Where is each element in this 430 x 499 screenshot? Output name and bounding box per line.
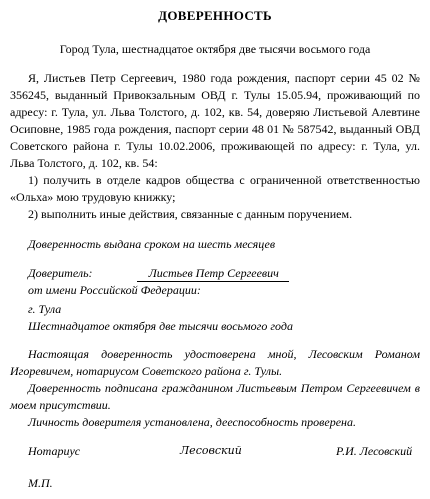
date-words-text: Шестнадцатое октября две тысячи восьмого года [28, 319, 293, 333]
notary-name: Р.И. Лесовский [336, 444, 413, 458]
document-body [10, 70, 420, 223]
certification-line-1: Настоящая доверенность удостоверена мной, Лесовским Романом Игоревичем, нотариусом Советского района г. Тулы. [10, 347, 420, 378]
certification-line-3: Личность доверителя установлена, дееспособность проверена. [28, 415, 356, 429]
place-text: г. Тула [28, 302, 62, 316]
certification-line-2: Доверенность подписана гражданином Листьевым Петром Сергеевичем в моем присутствии. [10, 381, 420, 412]
notary-signature: Лесовский [180, 444, 242, 457]
principal-label: Доверитель: [28, 266, 93, 280]
term-text: Доверенность выдана сроком на шесть месяцев [28, 237, 276, 251]
seal-label: М.П. [28, 476, 53, 490]
principal-name: Листьев Петр Сергеевич [137, 266, 289, 282]
notary-label: Нотариус [28, 444, 81, 458]
on-behalf-text: от имени Российской Федерации: [28, 283, 201, 297]
principal-line [28, 266, 289, 282]
body-paragraph-item-1: 1) получить в отделе кадров общества с ограниченной ответственностью «Ольха» мою трудовую книжку; [10, 173, 420, 204]
document-title: ДОВЕРЕННОСТЬ [158, 8, 272, 23]
city-and-date: Город Тула, шестнадцатое октября две тысячи восьмого года [59, 42, 371, 56]
body-paragraph-item-2: 2) выполнить иные действия, связанные с данным поручением. [28, 207, 353, 221]
certification-block [10, 346, 420, 431]
body-paragraph-main: Я, Листьев Петр Сергеевич, 1980 года рождения, паспорт серии 45 02 № 356245, выданный Привокзальным ОВД г. Тулы 15.05.94, проживающий по адресу: г. Тула, ул. Льва Толстого, д. 102, кв. 54, доверяю Листьевой Алевтине Осиповне, 1985 года рождения, паспорт серии 48 01 № 587542, выданный ОВД Советского района г. Тулы 10.02.2006, проживающей по адресу: г. Тула, ул. Льва Толстого, д. 102, кв. 54: [10, 71, 420, 170]
